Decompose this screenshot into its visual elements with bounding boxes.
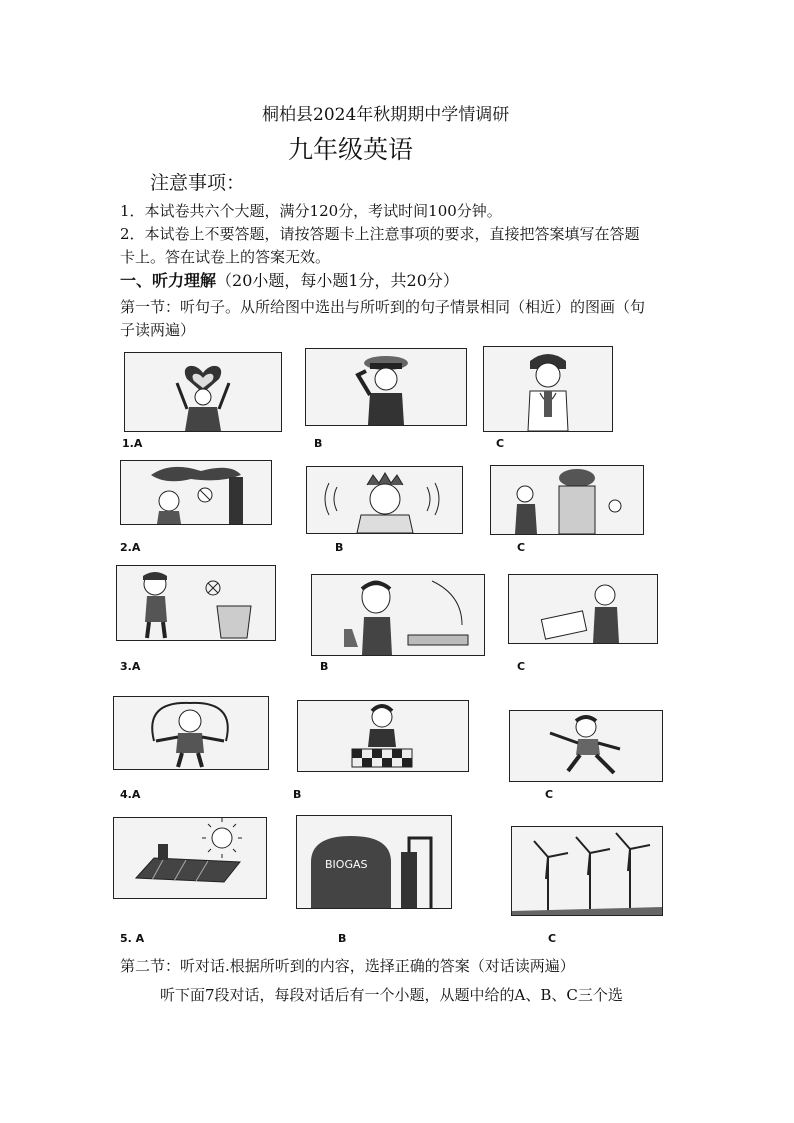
biogas-label: BIOGAS	[325, 858, 368, 871]
q4-label-c: C	[545, 788, 554, 801]
section-note: （20小题，每小题1分，共20分）	[216, 271, 459, 290]
child-sign-icon	[509, 575, 657, 643]
q2-picture-a	[120, 460, 272, 525]
q1-label-b: B	[314, 437, 323, 450]
q1-picture-a	[124, 352, 282, 432]
notes-item-2: 2．本试卷上不要答题，请按答题卡上注意事项的要求，直接把答案填写在答题	[120, 225, 640, 243]
q5-picture-c	[511, 826, 663, 916]
q5-picture-b	[296, 815, 452, 909]
q5-label-a: 5. A	[120, 932, 145, 945]
chess-player-icon	[298, 701, 468, 771]
q2-picture-b	[306, 466, 463, 534]
q2-label-c: C	[517, 541, 526, 554]
q3-picture-a	[116, 565, 276, 641]
notes-item-2-cont: 卡上。答在试卷上的答案无效。	[120, 248, 331, 266]
notes-item-1: 1．本试卷共六个大题，满分120分，考试时间100分钟。	[120, 202, 502, 220]
girl-heart-icon	[125, 353, 281, 431]
q1-label-a: 1.A	[122, 437, 143, 450]
doctor-icon	[484, 347, 612, 431]
noise-headache-icon	[307, 467, 462, 533]
tired-man-icon	[312, 575, 484, 655]
factory-smoke-icon	[121, 461, 271, 524]
q4-label-a: 4.A	[120, 788, 141, 801]
wind-turbine-icon	[512, 827, 662, 915]
biogas-tank-icon	[297, 816, 451, 908]
part2-heading: 第二节：听对话.根据所听到的内容，选择正确的答案（对话读两遍）	[120, 957, 575, 975]
exam-subject: 九年级英语	[288, 135, 414, 164]
q3-label-a: 3.A	[120, 660, 141, 673]
q1-picture-c	[483, 346, 613, 432]
notes-heading: 注意事项：	[150, 172, 246, 194]
running-boy-icon	[510, 711, 662, 781]
q1-picture-b	[305, 348, 467, 426]
q3-label-b: B	[320, 660, 329, 673]
solar-panel-icon	[114, 818, 266, 898]
q5-label-c: C	[548, 932, 557, 945]
q2-label-a: 2.A	[120, 541, 141, 554]
exam-title: 桐柏县2024年秋期期中学情调研	[262, 105, 510, 125]
police-officer-icon	[306, 349, 466, 425]
q2-picture-c	[490, 465, 644, 535]
q3-picture-b	[311, 574, 485, 656]
part1-instruction-cont: 子读两遍）	[120, 321, 196, 339]
q1-label-c: C	[496, 437, 505, 450]
jump-rope-icon	[114, 697, 268, 769]
q3-label-c: C	[517, 660, 526, 673]
q4-picture-c	[509, 710, 663, 782]
section-heading	[120, 268, 459, 291]
trash-bin-icon	[117, 566, 275, 640]
water-dispenser-icon	[491, 466, 643, 534]
q5-label-b: B	[338, 932, 347, 945]
part1-instruction: 第一节：听句子。从所给图中选出与所听到的句子情景相同（相近）的图画（句	[120, 298, 646, 316]
q4-picture-b	[297, 700, 469, 772]
q4-label-b: B	[293, 788, 302, 801]
q4-picture-a	[113, 696, 269, 770]
q3-picture-c	[508, 574, 658, 644]
q5-picture-a	[113, 817, 267, 899]
q2-label-b: B	[335, 541, 344, 554]
part2-instruction: 听下面7段对话，每段对话后有一个小题，从题中给的A、B、C三个选	[160, 986, 623, 1004]
section-title: 一、听力理解	[120, 271, 217, 290]
